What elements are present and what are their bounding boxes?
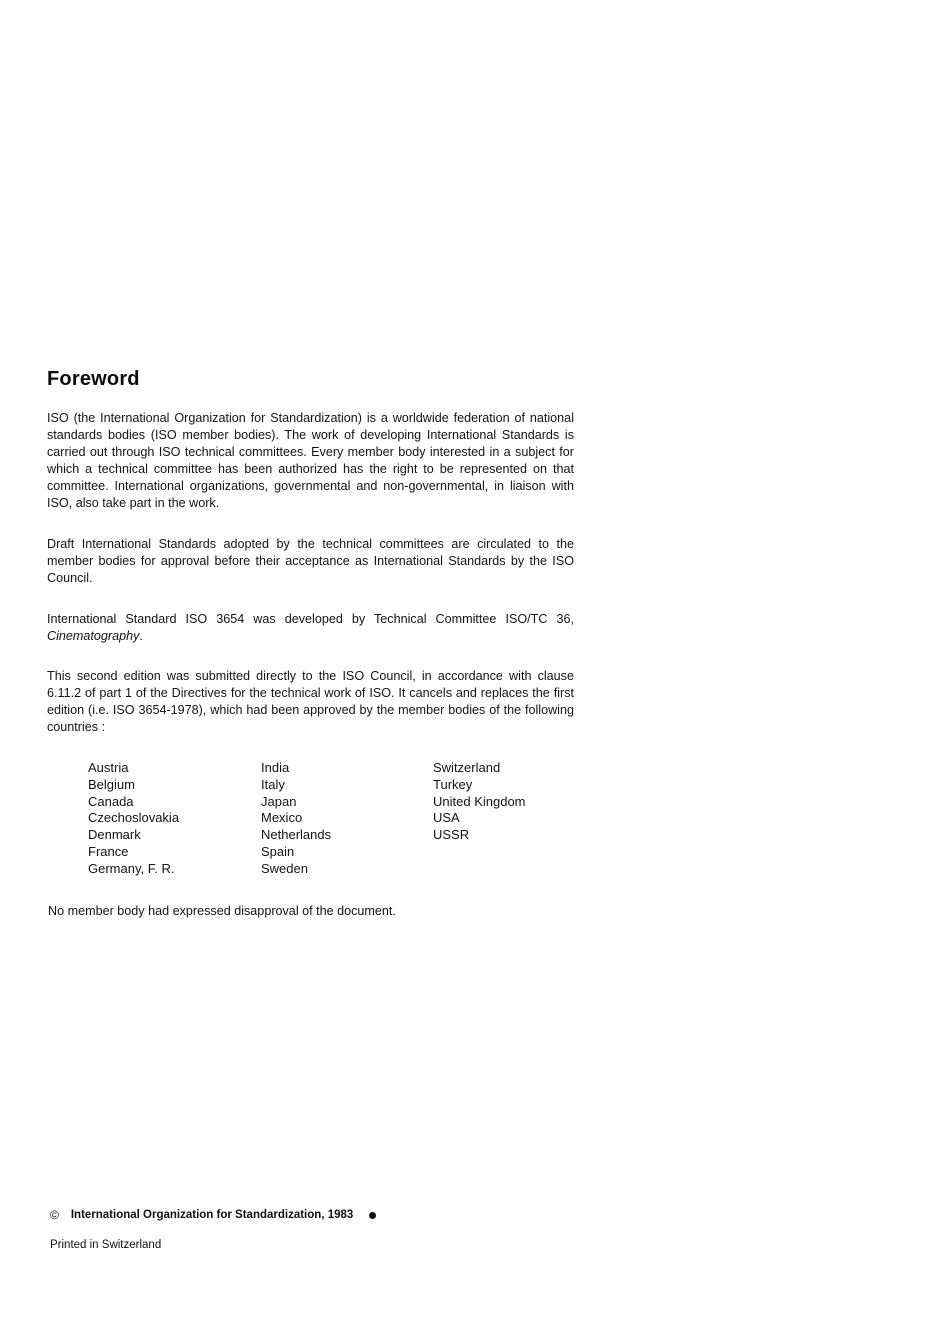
- paragraph-no-disapproval: No member body had expressed disapproval of the document.: [48, 904, 396, 918]
- paragraph-standard-origin: [47, 611, 574, 645]
- copyright-line: [50, 1208, 376, 1222]
- country-item: Italy: [261, 776, 285, 792]
- country-column-2: [261, 760, 331, 878]
- country-item: Czechoslovakia: [88, 810, 180, 826]
- country-item: United Kingdom: [433, 793, 526, 809]
- copyright-symbol: ©: [50, 1208, 59, 1222]
- country-item: Denmark: [88, 827, 141, 843]
- country-item: India: [261, 760, 290, 775]
- paragraph-standard-origin-text: International Standard ISO 3654 was developed by Technical Committee ISO/TC 36,: [47, 612, 574, 626]
- country-item: Belgium: [88, 776, 135, 792]
- country-item: Sweden: [261, 860, 308, 876]
- paragraph-edition-note: This second edition was submitted directly to the ISO Council, in accordance with clause 6.11.2 of part 1 of the Directives for the technical work of ISO. It cancels and replaces the first edition (i.e. ISO 3654-1978), which had been approved by the member bodies of the following countries :: [47, 669, 574, 734]
- country-item: Austria: [88, 760, 129, 775]
- country-item: USA: [433, 810, 460, 826]
- country-item: Mexico: [261, 810, 303, 826]
- country-item: Canada: [88, 793, 134, 809]
- paragraph-draft-standards: Draft International Standards adopted by the technical committees are circulated to the member bodies for approval before their acceptance as International Standards by the ISO Council.: [47, 537, 574, 585]
- country-item: Japan: [261, 793, 297, 809]
- country-item: Turkey: [433, 776, 473, 792]
- committee-name: Cinematography: [47, 629, 140, 643]
- paragraph-iso-description: ISO (the International Organization for Standardization) is a worldwide federation of national standards bodies (ISO member bodies). The work of developing International Standards is carried out through ISO technical committees. Every member body interested in a subject for which a technical committee has been authorized has the right to be represented on that committee. International organizations, governmental and non-governmental, in liaison with ISO, also take part in the work.: [47, 411, 574, 510]
- country-column-1: [88, 760, 179, 878]
- page-title: Foreword: [47, 368, 140, 390]
- bullet-icon: [369, 1212, 376, 1219]
- country-item: France: [88, 843, 129, 859]
- country-column-3: [433, 760, 526, 844]
- country-item: Spain: [261, 843, 295, 859]
- printed-in-line: Printed in Switzerland: [50, 1239, 162, 1251]
- country-item: Netherlands: [261, 827, 332, 843]
- country-item: USSR: [433, 827, 470, 843]
- copyright-text: International Organization for Standardization, 1983: [70, 1209, 354, 1221]
- country-item: Germany, F. R.: [88, 860, 175, 876]
- country-item: Switzerland: [433, 760, 501, 775]
- paragraph-standard-origin-end: .: [139, 629, 143, 643]
